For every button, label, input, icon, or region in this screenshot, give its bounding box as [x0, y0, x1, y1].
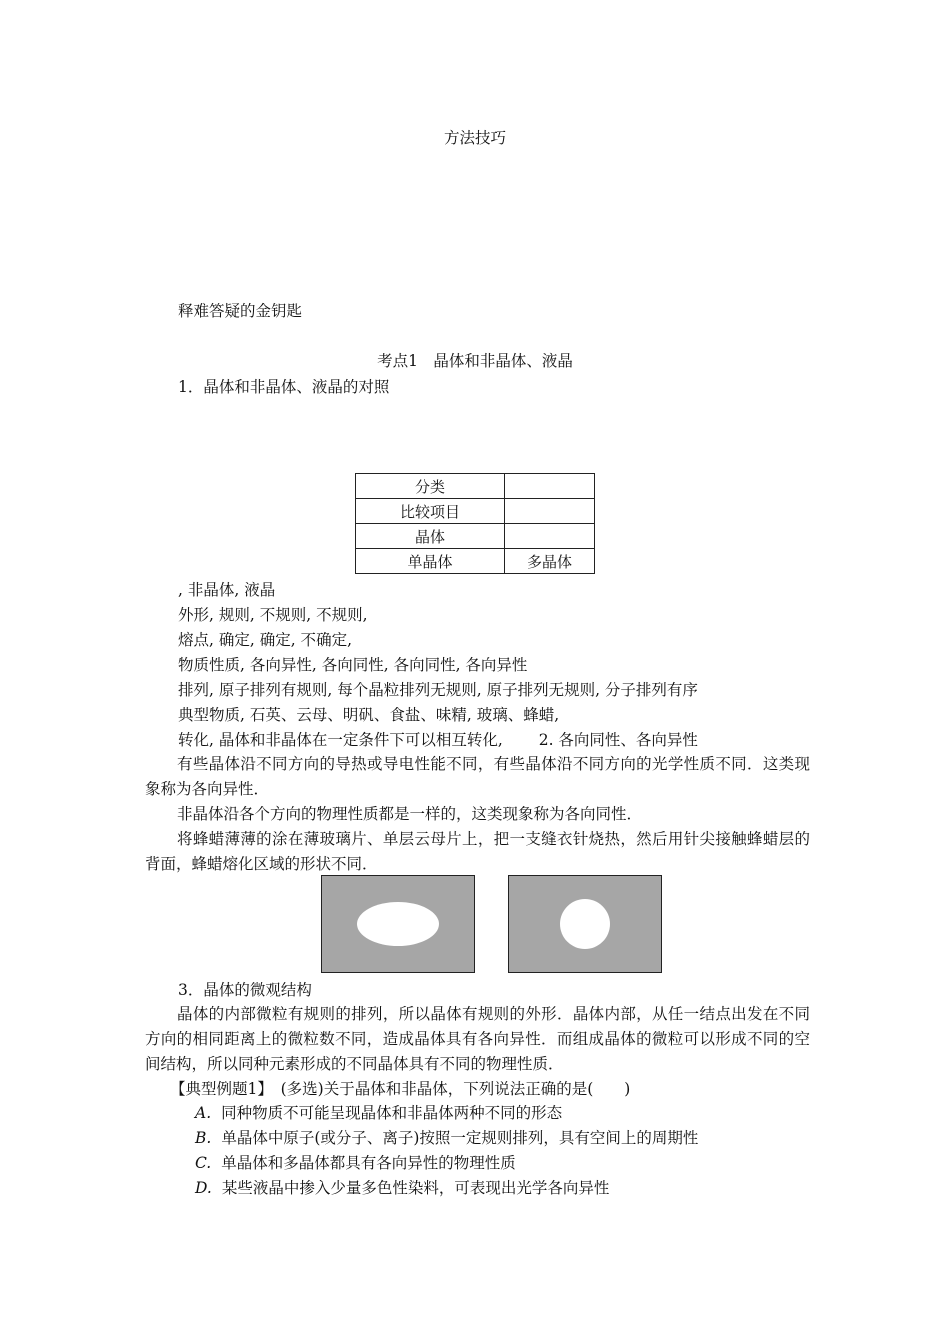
example-question-text: (多选)关于晶体和非晶体，下列说法正确的是( ) [265, 1080, 631, 1098]
heading-micro-structure: 3．晶体的微观结构 [178, 981, 312, 999]
option-c [195, 1153, 516, 1173]
table-cell: 多晶体 [505, 549, 595, 574]
table-line-melting-point: 熔点, 确定, 确定, 不确定, [178, 631, 352, 649]
section-title: 考点1 晶体和非晶体、液晶 [377, 352, 573, 370]
table-row [356, 524, 595, 549]
table-line-substances: 典型物质, 石英、云母、明矾、食盐、味精, 玻璃、蜂蜡, [178, 706, 560, 724]
table-line-conversion: 转化, 晶体和非晶体在一定条件下可以相互转化, 2. 各向同性、各向异性 [178, 731, 698, 749]
table-row [356, 549, 595, 574]
option-letter: D. [195, 1179, 212, 1197]
table-cell: 晶体 [356, 524, 505, 549]
table-line-shape: 外形, 规则, 不规则, 不规则, [178, 606, 368, 624]
table-cell: 比较项目 [356, 499, 505, 524]
table-line-arrangement: 排列, 原子排列有规则, 每个晶粒排列无规则, 原子排列无规则, 分子排列有序 [178, 681, 698, 699]
option-letter: A. [195, 1104, 212, 1122]
table-cell: 分类 [356, 474, 505, 499]
option-text: 单晶体和多晶体都具有各向异性的物理性质 [221, 1154, 516, 1172]
paragraph-experiment: 将蜂蜡薄薄的涂在薄玻璃片、单层云母片上，把一支缝衣针烧热，然后用针尖接触蜂蜡层的背面，蜂蜡熔化区域的形状不同． [145, 830, 810, 873]
table-cell [505, 524, 595, 549]
option-d [195, 1178, 609, 1198]
option-letter: C. [195, 1154, 212, 1172]
option-letter: B. [195, 1129, 212, 1147]
comparison-table [355, 473, 595, 574]
table-cell [505, 474, 595, 499]
paragraph-anisotropy: 有些晶体沿不同方向的导热或导电性能不同，有些晶体沿不同方向的光学性质不同．这类现象称为各向异性． [145, 755, 810, 798]
page-title: 方法技巧 [443, 129, 506, 147]
glass-melt-figure [508, 875, 662, 973]
subtitle: 释难答疑的金钥匙 [178, 302, 303, 320]
option-text: 某些液晶中掺入少量多色性染料，可表现出光学各向异性 [221, 1179, 610, 1197]
table-cell: 单晶体 [356, 549, 505, 574]
option-text: 同种物质不可能呈现晶体和非晶体两种不同的形态 [221, 1104, 563, 1122]
heading-comparison: 1．晶体和非晶体、液晶的对照 [178, 378, 390, 396]
option-a [195, 1103, 562, 1123]
mica-melt-figure [321, 875, 475, 973]
option-b [195, 1128, 698, 1148]
paragraph-isotropy: 非晶体沿各个方向的物理性质都是一样的，这类现象称为各向同性． [177, 805, 643, 823]
example-label: 【典型例题1】 [170, 1080, 266, 1098]
option-text: 单晶体中原子(或分子、离子)按照一定规则排列，具有空间上的周期性 [221, 1129, 699, 1147]
table-row [356, 499, 595, 524]
table-line-properties: 物质性质, 各向异性, 各向同性, 各向同性, 各向异性 [178, 656, 528, 674]
circular-melt-region [560, 899, 610, 949]
paragraph-micro-structure: 晶体的内部微粒有规则的排列，所以晶体有规则的外形．晶体内部，从任一结点出发在不同方向的相同距离上的微粒数不同，造成晶体具有各向异性．而组成晶体的微粒可以形成不同的空间结构，所以同种元素形成的不同晶体具有不同的物理性质． [145, 1005, 810, 1073]
table-line-header: , 非晶体, 液晶 [178, 581, 276, 599]
elliptical-melt-region [357, 902, 439, 946]
example-question [170, 1079, 630, 1099]
table-cell [505, 499, 595, 524]
table-row [356, 474, 595, 499]
